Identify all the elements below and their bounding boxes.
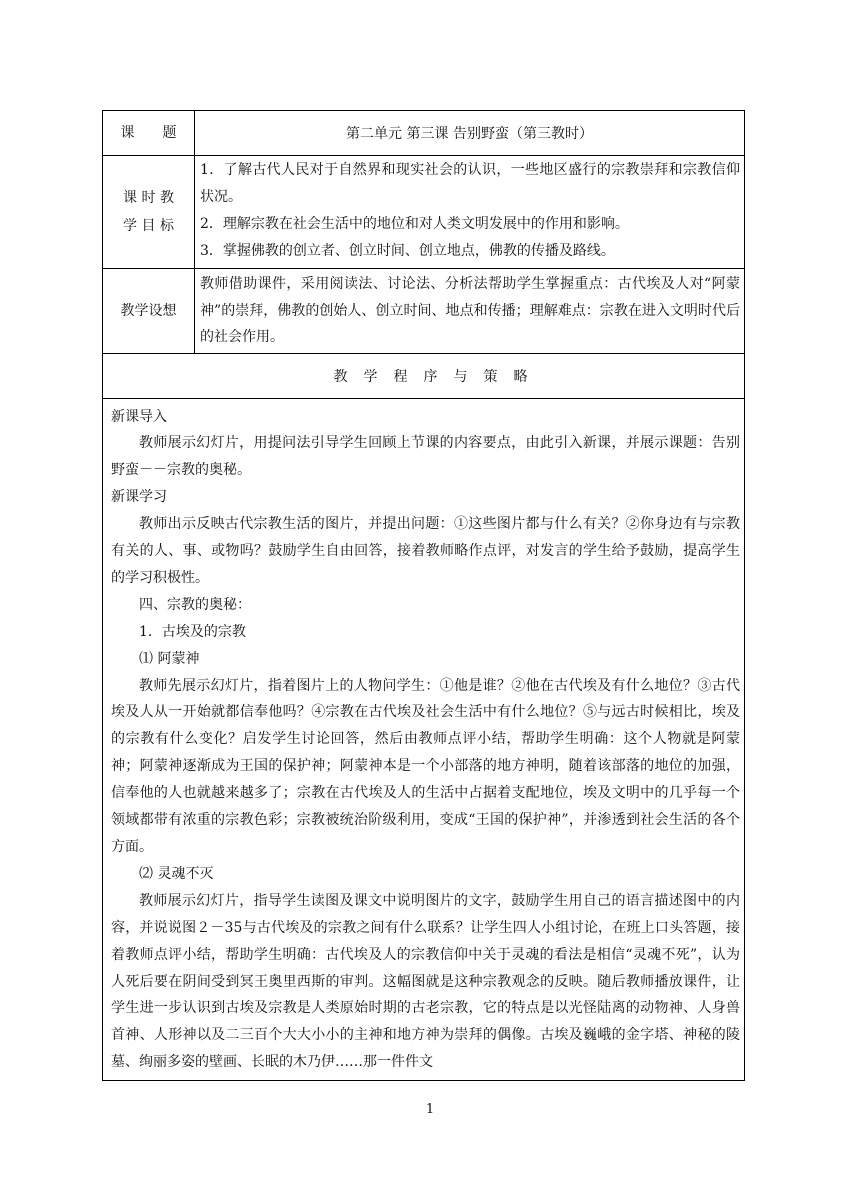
objectives-label-line2: 学 目 标 [123, 218, 174, 234]
heading-learning: 新课学习 [111, 489, 167, 506]
heading-section-4: 四、宗教的奥秘： [139, 596, 251, 613]
objectives-label [103, 156, 195, 269]
paragraph-intro: 教师展示幻灯片，用提问法引导学生回顾上节课的内容要点，由此引入新课，并展示课题：告别野蛮－－宗教的奥秘。 [111, 435, 740, 479]
course-label: 课 题 [103, 111, 195, 156]
objectives-row [103, 156, 745, 269]
objectives-label-line1: 课 时 教 [123, 190, 174, 206]
heading-amun: ⑴ 阿蒙神 [139, 650, 200, 667]
course-title: 第二单元 第三课 告别野蛮（第三教时） [195, 111, 745, 156]
objective-item-1: 1．了解古代人民对于自然界和现实社会的认识，一些地区盛行的宗教崇拜和宗教信仰状况。 [200, 162, 740, 205]
design-content: 教师借助课件，采用阅读法、讨论法、分析法帮助学生掌握重点：古代埃及人对“阿蒙神”的崇拜，佛教的创始人、创立时间、地点和传播；理解难点：宗教在进入文明时代后的社会作用。 [195, 269, 745, 354]
heading-immortal-soul: ⑵ 灵魂不灭 [139, 865, 214, 882]
lesson-plan-table [102, 110, 745, 1081]
procedure-row [103, 398, 745, 1081]
design-label: 教学设想 [103, 269, 195, 354]
strategy-header-row [103, 353, 745, 398]
strategy-title: 教学程序与策略 [333, 368, 544, 385]
heading-egypt-religion: 1．古埃及的宗教 [139, 623, 246, 640]
paragraph-learning: 教师出示反映古代宗教生活的图片，并提出问题：①这些图片都与什么有关？②你身边有与宗教有关的人、事、或物吗？鼓励学生自由回答，接着教师略作点评，对发言的学生给予鼓励，提高学生的学习积极性。 [111, 516, 740, 586]
objective-item-3: 3．掌握佛教的创立者、创立时间、创立地点，佛教的传播及路线。 [200, 243, 615, 259]
strategy-header [103, 353, 745, 398]
page-number: 1 [425, 1102, 435, 1117]
paragraph-amun: 教师先展示幻灯片，指着图片上的人物问学生：①他是谁？②他在古代埃及有什么地位？③古代埃及人从一开始就都信奉他吗？④宗教在古代埃及社会生活中有什么地位？⑤与远古时候相比，埃及的宗教有什么变化？启发学生讨论回答，然后由教师点评小结，帮助学生明确：这个人物就是阿蒙神；阿蒙神逐渐成为王国的保护神；阿蒙神本是一个小部落的地方神明，随着该部落的地位的加强，信奉他的人也就越来越多了；宗教在古代埃及人的生活中占据着支配地位，埃及文明中的几乎每一个领域都带有浓重的宗教色彩；宗教被统治阶级利用，变成“王国的保护神”，并渗透到社会生活的各个方面。 [111, 677, 740, 855]
objective-item-2: 2．理解宗教在社会生活中的地位和对人类文明发展中的作用和影响。 [200, 216, 629, 232]
paragraph-immortal-soul: 教师展示幻灯片，指导学生读图及课文中说明图片的文字，鼓励学生用自己的语言描述图中的内容，并说说图２－35与古代埃及的宗教之间有什么联系？让学生四人小组讨论，在班上口头答题，接着教师点评小结，帮助学生明确：古代埃及人的宗教信仰中关于灵魂的看法是相信“灵魂不死”，认为人死后要在阴间受到冥王奥里西斯的审判。这幅图就是这种宗教观念的反映。随后教师播放课件，让学生进一步认识到古埃及宗教是人类原始时期的古老宗教，它的特点是以光怪陆离的动物神、人身兽首神、人形神以及二三百个大大小小的主神和地方神为崇拜的偶像。古埃及巍峨的金字塔、神秘的陵墓、绚丽多姿的壁画、长眠的木乃伊……那一件件文 [111, 892, 740, 1071]
heading-intro: 新课导入 [111, 408, 167, 425]
objectives-content [195, 156, 745, 269]
procedure-content [103, 398, 745, 1081]
design-row [103, 269, 745, 354]
course-title-row [103, 111, 745, 156]
